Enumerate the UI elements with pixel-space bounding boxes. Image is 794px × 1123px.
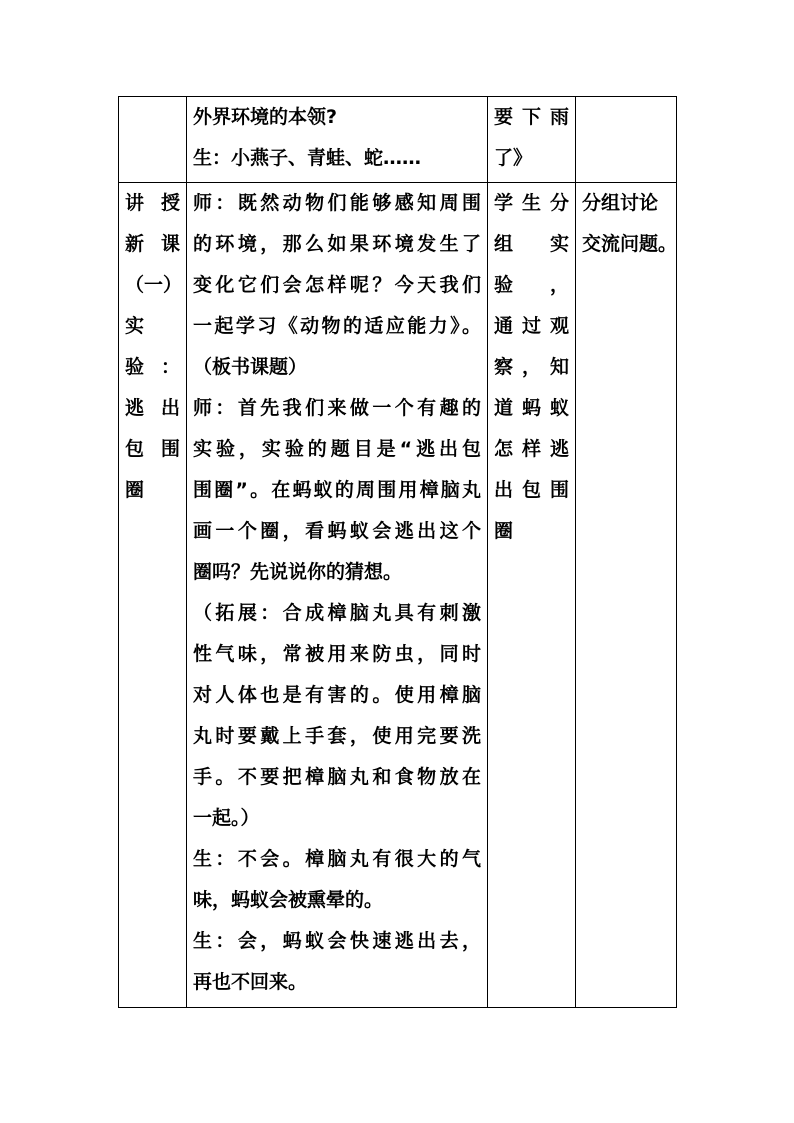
text-line: 味，蚂蚁会被熏晕的。 bbox=[193, 889, 384, 911]
text-line: 察，知 bbox=[494, 356, 569, 378]
text-line: 性气味，常被用来防虫，同时 bbox=[193, 643, 481, 665]
table-row bbox=[119, 183, 677, 1008]
text-line: 要下雨 bbox=[494, 106, 569, 128]
design-intent-cell bbox=[576, 97, 677, 183]
text-line: 通过观 bbox=[494, 315, 569, 337]
student-activity-cell bbox=[488, 183, 576, 1008]
text-line: 画一个圈，看蚂蚁会逃出这个 bbox=[193, 520, 481, 542]
stage-cell bbox=[119, 97, 187, 183]
text-line: 分组讨论 bbox=[582, 192, 659, 214]
text-line: 新课 bbox=[125, 233, 180, 255]
lesson-plan-table bbox=[118, 96, 677, 1008]
teacher-activity-cell bbox=[187, 97, 488, 183]
text-line: 手。不要把樟脑丸和食物放在 bbox=[193, 766, 481, 788]
text-line: 圈 bbox=[494, 520, 514, 542]
text-line: 学生分 bbox=[494, 192, 569, 214]
text-line: 外界环境的本领? bbox=[193, 106, 338, 128]
text-line: 对人体也是有害的。使用樟脑 bbox=[193, 684, 481, 706]
stage-cell bbox=[119, 183, 187, 1008]
text-line: 一起学习《动物的适应能力》。 bbox=[193, 315, 481, 337]
text-line: 交流问题。 bbox=[582, 233, 678, 255]
table-row bbox=[119, 97, 677, 183]
text-line: 组实验， bbox=[494, 233, 569, 296]
text-line: 道蚂蚁 bbox=[494, 397, 569, 419]
text-line: 包 围 bbox=[125, 438, 180, 460]
text-line: 围圈”。在蚂蚁的周围用樟脑丸 bbox=[193, 479, 481, 501]
text-line: 一起。） bbox=[193, 807, 260, 829]
text-line: 生：会，蚂蚁会快速逃出去， bbox=[193, 930, 481, 952]
text-line: 讲 授 bbox=[125, 192, 180, 214]
text-line: （板书课题） bbox=[193, 356, 308, 378]
text-line: 生：不会。樟脑丸有很大的气 bbox=[193, 848, 481, 870]
text-line: 师：既然动物们能够感知周围 bbox=[193, 192, 481, 214]
text-line: （一） bbox=[125, 274, 183, 296]
text-line: （拓展：合成樟脑丸具有刺激 bbox=[193, 602, 481, 624]
text-line: 师：首先我们来做一个有趣的 bbox=[193, 397, 481, 419]
teacher-activity-cell bbox=[187, 183, 488, 1008]
text-line: 逃 出 bbox=[125, 397, 180, 419]
text-line: 怎样逃 bbox=[494, 438, 569, 460]
text-line: 圈吗？先说说你的猜想。 bbox=[193, 561, 403, 583]
design-intent-cell bbox=[576, 183, 677, 1008]
student-activity-cell bbox=[488, 97, 576, 183]
text-line: 了》 bbox=[494, 147, 533, 169]
text-line: 实验： bbox=[125, 315, 180, 378]
text-line: 生：小燕子、青蛙、蛇…… bbox=[193, 147, 422, 169]
text-line: 再也不回来。 bbox=[193, 971, 308, 993]
text-line: 圈 bbox=[125, 479, 145, 501]
text-line: 的环境，那么如果环境发生了 bbox=[193, 233, 481, 255]
text-line: 实验，实验的题目是“逃出包 bbox=[193, 438, 481, 460]
text-line: 丸时要戴上手套，使用完要洗 bbox=[193, 725, 481, 747]
text-line: 出包围 bbox=[494, 479, 569, 501]
text-line: 变化它们会怎样呢？今天我们 bbox=[193, 274, 481, 296]
